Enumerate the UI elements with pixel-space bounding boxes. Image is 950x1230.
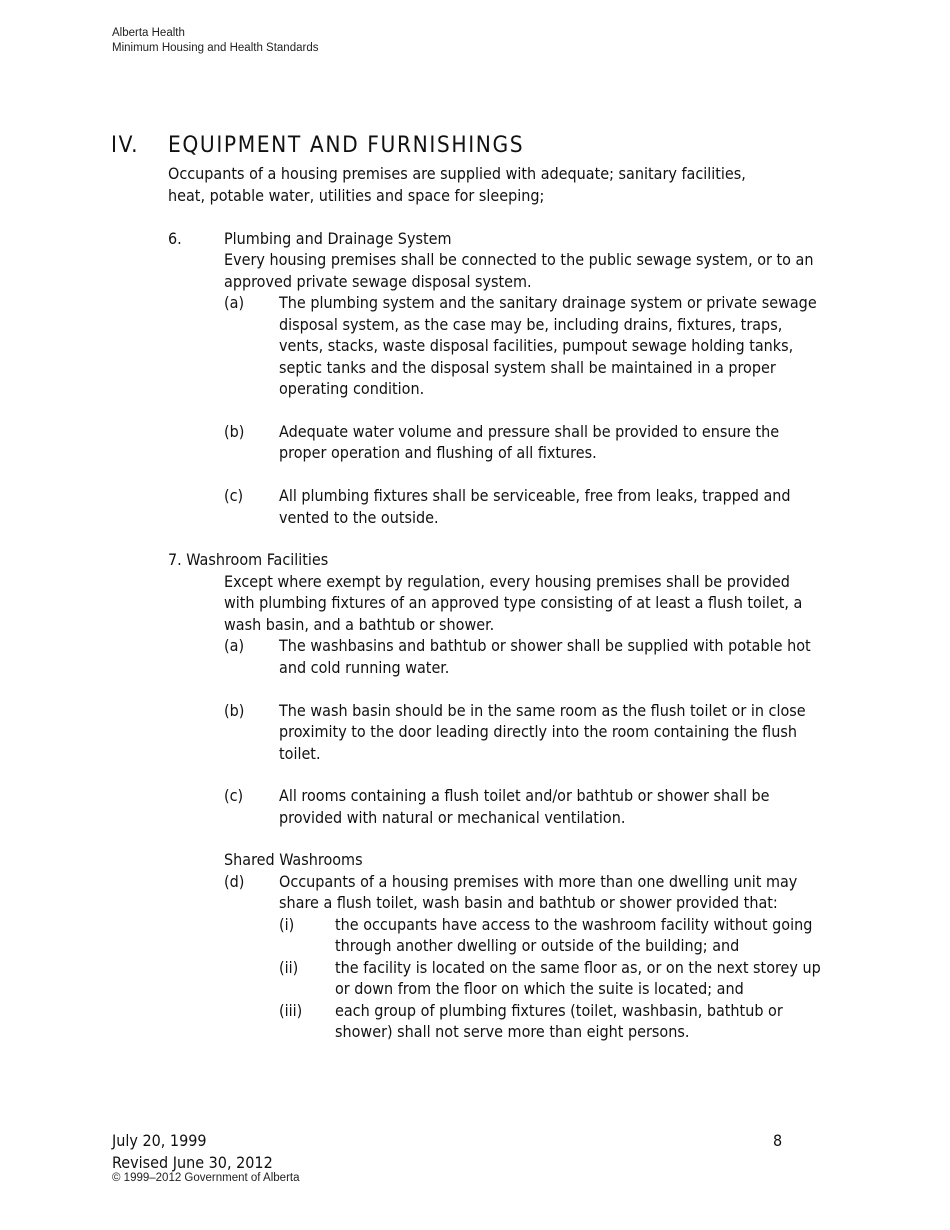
item6-b-line: Adequate water volume and pressure shall be provided to ensure the bbox=[279, 422, 780, 441]
item7-d-ii-line: the facility is located on the same floor as, or on the next storey up bbox=[335, 958, 821, 977]
item7-a-line: The washbasins and bathtub or shower shall be supplied with potable hot bbox=[279, 636, 811, 655]
footer-revised: Revised June 30, 2012 bbox=[112, 1153, 273, 1172]
item7-c-line: provided with natural or mechanical ventilation. bbox=[279, 808, 626, 827]
item7-a-line: and cold running water. bbox=[279, 658, 450, 677]
item7-b-line: The wash basin should be in the same room as the flush toilet or in close bbox=[279, 701, 806, 720]
running-header bbox=[112, 26, 318, 56]
item6-a-line: vents, stacks, waste disposal facilities, pumpout sewage holding tanks, bbox=[279, 336, 794, 355]
item7-a-label: (a) bbox=[224, 636, 245, 655]
item7-body-line: Except where exempt by regulation, every housing premises shall be provided bbox=[224, 572, 790, 591]
item6-b-line: proper operation and flushing of all fixtures. bbox=[279, 443, 597, 462]
item7-d-ii-label: (ii) bbox=[279, 958, 299, 977]
item6-b-label: (b) bbox=[224, 422, 245, 441]
item7-d-iii-line: shower) shall not serve more than eight persons. bbox=[335, 1022, 690, 1041]
item6-a-line: septic tanks and the disposal system shall be maintained in a proper bbox=[279, 358, 776, 377]
footer-copyright: © 1999–2012 Government of Alberta bbox=[112, 1172, 300, 1184]
item6-c-label: (c) bbox=[224, 486, 244, 505]
item7-body-line: with plumbing fixtures of an approved type consisting of at least a flush toilet, a bbox=[224, 593, 803, 612]
footer-date: July 20, 1999 bbox=[112, 1131, 207, 1150]
item6-a-line: The plumbing system and the sanitary drainage system or private sewage bbox=[279, 293, 817, 312]
item7-d-i-line: through another dwelling or outside of the building; and bbox=[335, 936, 740, 955]
section-numeral: IV. bbox=[111, 132, 140, 158]
item6-number: 6. bbox=[168, 229, 182, 248]
page-number: 8 bbox=[773, 1131, 783, 1150]
item6-body-line: approved private sewage disposal system. bbox=[224, 272, 532, 291]
header-org: Alberta Health bbox=[112, 27, 185, 39]
item7-d-iii-line: each group of plumbing fixtures (toilet, washbasin, bathtub or bbox=[335, 1001, 783, 1020]
item6-c-line: All plumbing fixtures shall be serviceable, free from leaks, trapped and bbox=[279, 486, 791, 505]
item7-c-line: All rooms containing a flush toilet and/or bathtub or shower shall be bbox=[279, 786, 770, 805]
item6-body-line: Every housing premises shall be connected to the public sewage system, or to an bbox=[224, 250, 814, 269]
item6-c-line: vented to the outside. bbox=[279, 508, 439, 527]
item7-c-label: (c) bbox=[224, 786, 244, 805]
item7-heading: 7. Washroom Facilities bbox=[168, 550, 329, 569]
item7-d-iii-label: (iii) bbox=[279, 1001, 303, 1020]
item7-d-label: (d) bbox=[224, 872, 245, 891]
item7-body-line: wash basin, and a bathtub or shower. bbox=[224, 615, 495, 634]
item7-b-line: toilet. bbox=[279, 744, 321, 763]
item7-d-i-line: the occupants have access to the washroom facility without going bbox=[335, 915, 813, 934]
item7-b-line: proximity to the door leading directly into the room containing the flush bbox=[279, 722, 797, 741]
shared-washrooms-heading: Shared Washrooms bbox=[224, 850, 363, 869]
section-title: EQUIPMENT AND FURNISHINGS bbox=[168, 132, 525, 158]
item7-b-label: (b) bbox=[224, 701, 245, 720]
section-intro-line: Occupants of a housing premises are supplied with adequate; sanitary facilities, bbox=[168, 164, 746, 183]
item7-d-line: Occupants of a housing premises with more than one dwelling unit may bbox=[279, 872, 798, 891]
item7-d-line: share a flush toilet, wash basin and bathtub or shower provided that: bbox=[279, 893, 778, 912]
item6-a-label: (a) bbox=[224, 293, 245, 312]
header-doc-title: Minimum Housing and Health Standards bbox=[112, 42, 319, 54]
section-intro-line: heat, potable water, utilities and space for sleeping; bbox=[168, 186, 545, 205]
item7-d-ii-line: or down from the floor on which the suite is located; and bbox=[335, 979, 744, 998]
item6-heading: Plumbing and Drainage System bbox=[224, 229, 452, 248]
item6-a-line: disposal system, as the case may be, including drains, fixtures, traps, bbox=[279, 315, 783, 334]
item6-a-line: operating condition. bbox=[279, 379, 425, 398]
item7-d-i-label: (i) bbox=[279, 915, 295, 934]
